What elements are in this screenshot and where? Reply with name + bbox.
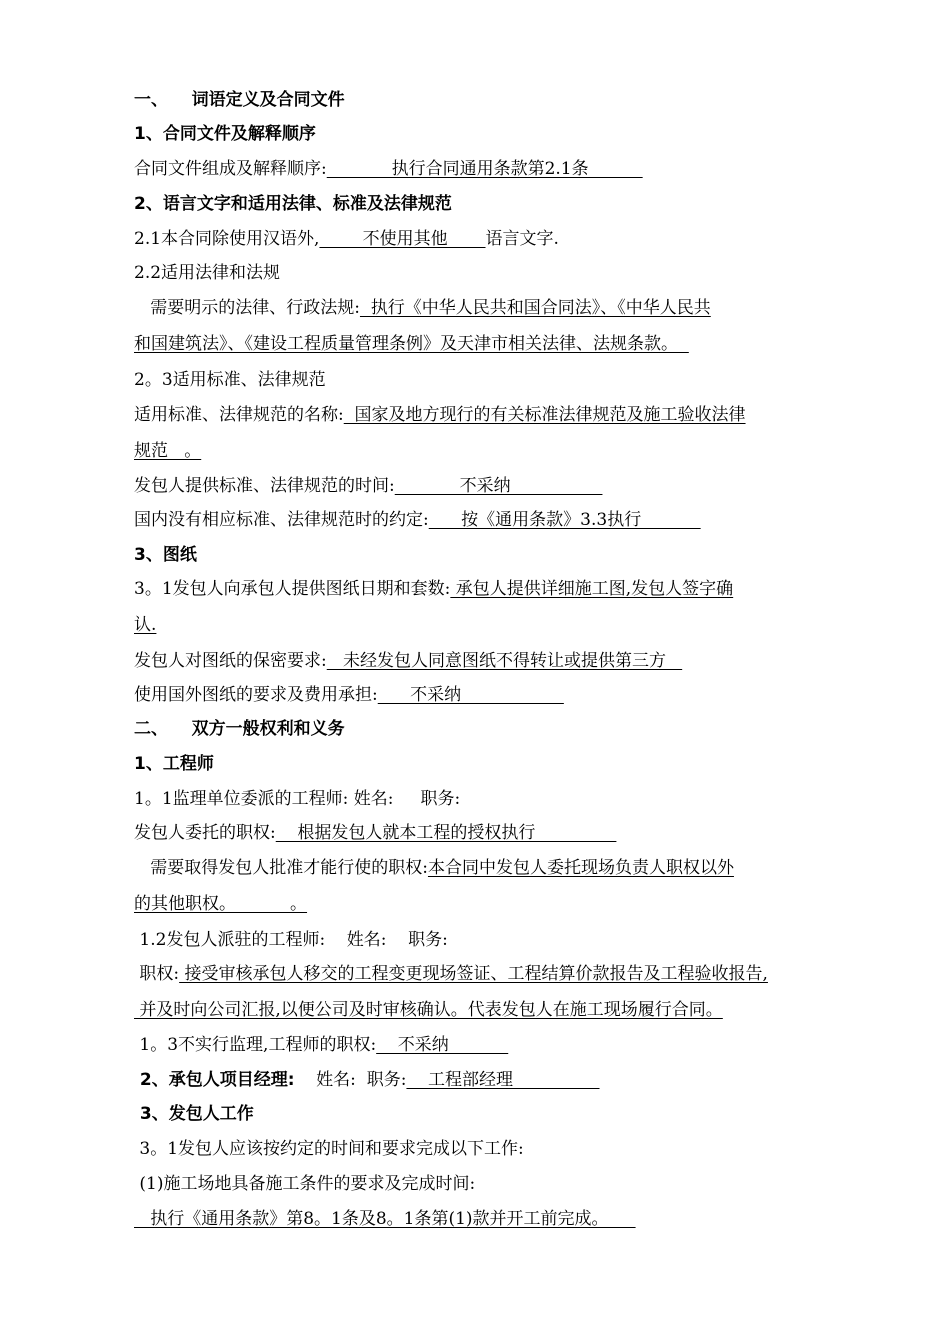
laws-value-1: 执行《中华人民共和国合同法》、《中华人民共 [359, 298, 711, 318]
secrecy-label: 发包人对图纸的保密要求: [134, 651, 327, 671]
language-line [134, 228, 559, 250]
duties-line-1 [134, 963, 768, 985]
standards-label: 适用标准、法律规范的名称: [134, 405, 344, 425]
standards-time-value: 不采纳 [394, 476, 603, 496]
section-heading-2: 二、 双方一般权利和义务 [134, 719, 345, 739]
drawings-value-2: 认. [134, 615, 157, 635]
laws-label: 需要明示的法律、行政法规: [134, 298, 360, 318]
drawings-label: 3。1发包人向承包人提供图纸日期和套数: [134, 579, 451, 599]
foreign-drawings-line [134, 684, 564, 706]
contract-order-value: 执行合同通用条款第2.1条 [326, 159, 643, 179]
secrecy-value: 未经发包人同意图纸不得转让或提供第三方 [326, 651, 683, 671]
standards-value-2: 规范 。 [134, 441, 202, 461]
project-manager-line [134, 1069, 600, 1091]
no-standard-label: 国内没有相应标准、法律规范时的约定: [134, 510, 429, 530]
heading-employer-work: 3、发包人工作 [134, 1104, 254, 1124]
heading-engineer: 1、工程师 [134, 754, 214, 774]
laws-line-1 [134, 297, 711, 319]
no-supervision-label: 1。3不实行监理,工程师的职权: [134, 1035, 377, 1055]
heading-language-law: 2、语言文字和适用法律、标准及法律规范 [134, 194, 452, 214]
approval-authority-line-2 [134, 893, 307, 915]
approval-authority-value-1: 本合同中发包人委托现场负责人职权以外 [427, 858, 734, 878]
standards-line-2 [134, 440, 201, 462]
delegated-authority-label: 发包人委托的职权: [134, 823, 276, 843]
drawings-line-1 [134, 578, 733, 600]
approval-authority-label: 需要取得发包人批准才能行使的职权: [134, 858, 428, 878]
standards-time-label: 发包人提供标准、法律规范的时间: [134, 476, 395, 496]
language-suffix: 语言文字. [485, 229, 559, 249]
project-manager-heading: 2、承包人项目经理: [134, 1070, 295, 1090]
language-label: 2.1本合同除使用汉语外, [134, 229, 320, 249]
approval-authority-value-2: 的其他职权。 。 [134, 894, 308, 914]
standards-line-1 [134, 404, 746, 426]
no-supervision-line [134, 1034, 508, 1056]
employer-engineer-line: 1.2发包人派驻的工程师: 姓名: 职务: [134, 930, 448, 950]
contract-order-label: 合同文件组成及解释顺序: [134, 159, 327, 179]
site-condition-value-line [134, 1208, 636, 1230]
section-heading-1: 一、 词语定义及合同文件 [134, 90, 345, 110]
project-manager-value: 工程部经理 [406, 1070, 600, 1090]
delegated-authority-line [134, 822, 616, 844]
laws-value-2: 和国建筑法》、《建设工程质量管理条例》及天津市相关法律、法规条款。 [134, 334, 689, 354]
site-condition-value: 执行《通用条款》第8。1条及8。1条第(1)款并开工前完成。 [134, 1209, 636, 1229]
approval-authority-line-1 [134, 857, 734, 879]
project-manager-fields: 姓名: 职务: [294, 1070, 407, 1090]
no-standard-line [134, 509, 701, 531]
standards-value-1: 国家及地方现行的有关标准法律规范及施工验收法律 [343, 405, 746, 425]
duties-value-2: 并及时向公司汇报,以便公司及时审核确认。代表发包人在施工现场履行合同。 [134, 1000, 723, 1020]
foreign-drawings-label: 使用国外图纸的要求及费用承担: [134, 685, 378, 705]
contract-order-line [134, 158, 643, 180]
employer-work-intro: 3。1发包人应该按约定的时间和要求完成以下工作: [134, 1139, 524, 1159]
heading-drawings: 3、图纸 [134, 545, 197, 565]
applicable-law-heading: 2.2适用法律和法规 [134, 263, 281, 283]
duties-value-1: 接受审核承包人移交的工程变更现场签证、工程结算价款报告及工程验收报告, [179, 964, 768, 984]
no-supervision-value: 不采纳 [376, 1035, 509, 1055]
standards-heading: 2。3适用标准、法律规范 [134, 370, 326, 390]
duties-label: 职权: [134, 964, 180, 984]
no-standard-value: 按《通用条款》3.3执行 [428, 510, 701, 530]
secrecy-line [134, 650, 682, 672]
language-value: 不使用其他 [319, 229, 486, 249]
foreign-drawings-value: 不采纳 [377, 685, 564, 705]
delegated-authority-value: 根据发包人就本工程的授权执行 [275, 823, 617, 843]
site-condition-item: (1)施工场地具备施工条件的要求及完成时间: [134, 1174, 476, 1194]
laws-line-2 [134, 333, 689, 355]
standards-time-line [134, 475, 602, 497]
supervisor-engineer-line: 1。1监理单位委派的工程师: 姓名: 职务: [134, 789, 461, 809]
heading-contract-docs: 1、合同文件及解释顺序 [134, 124, 316, 144]
drawings-line-2 [134, 614, 156, 636]
duties-line-2 [134, 999, 723, 1021]
drawings-value-1: 承包人提供详细施工图,发包人签字确 [450, 579, 734, 599]
